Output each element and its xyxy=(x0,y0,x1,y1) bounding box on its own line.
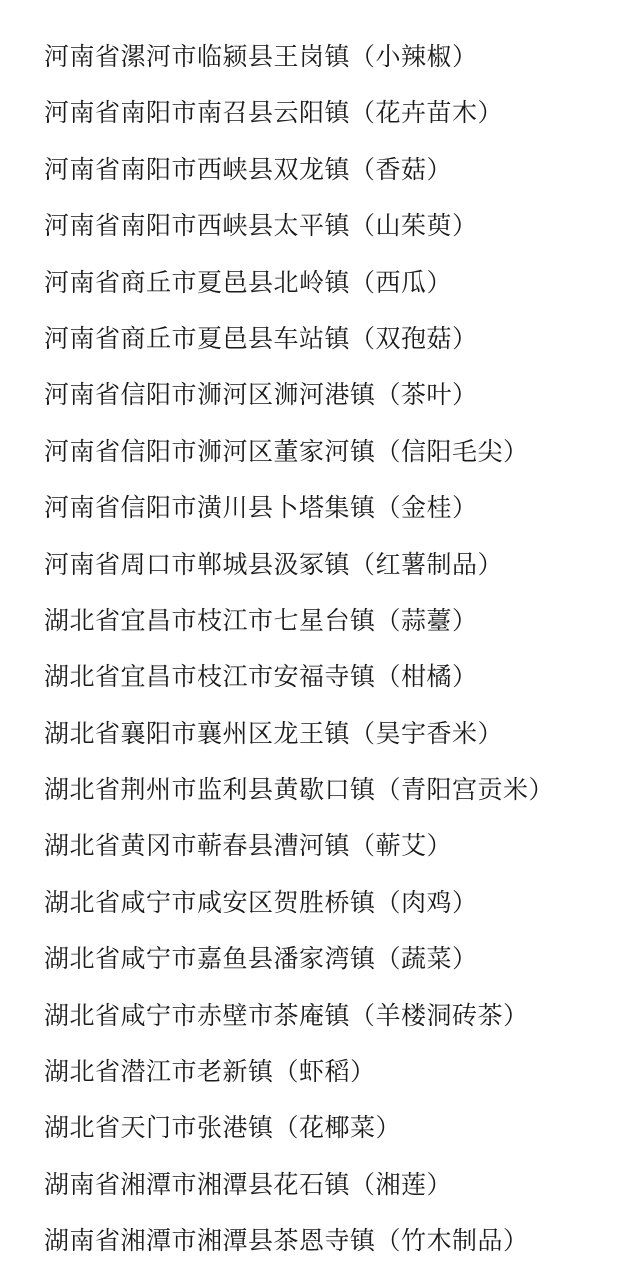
list-item: 河南省信阳市潢川县卜塔集镇（金桂） xyxy=(44,493,478,523)
list-item: 湖北省咸宁市咸安区贺胜桥镇（肉鸡） xyxy=(44,887,478,917)
list-item: 湖北省咸宁市嘉鱼县潘家湾镇（蔬菜） xyxy=(44,944,478,974)
list-item: 湖北省潜江市老新镇（虾稻） xyxy=(44,1057,376,1087)
list-item: 河南省信阳市浉河区浉河港镇（茶叶） xyxy=(44,380,478,410)
list-item: 湖南省湘潭市湘潭县茶恩寺镇（竹木制品） xyxy=(44,1226,529,1256)
list-item: 河南省信阳市浉河区董家河镇（信阳毛尖） xyxy=(44,436,529,466)
list-item: 河南省周口市郸城县汲冢镇（红薯制品） xyxy=(44,549,504,579)
list-item: 河南省南阳市南召县云阳镇（花卉苗木） xyxy=(44,98,504,128)
list-item: 河南省商丘市夏邑县北岭镇（西瓜） xyxy=(44,267,453,297)
list-item: 湖北省荆州市监利县黄歇口镇（青阳宫贡米） xyxy=(44,775,555,805)
town-list xyxy=(44,29,634,1270)
list-item: 湖北省襄阳市襄州区龙王镇（昊宇香米） xyxy=(44,718,504,748)
list-item: 河南省漯河市临颍县王岗镇（小辣椒） xyxy=(44,42,478,71)
list-item: 湖北省天门市张港镇（花椰菜） xyxy=(44,1113,402,1143)
list-item: 湖北省黄冈市蕲春县漕河镇（蕲艾） xyxy=(44,831,453,861)
list-item: 河南省南阳市西峡县双龙镇（香菇） xyxy=(44,154,453,184)
list-item: 河南省商丘市夏邑县车站镇（双孢菇） xyxy=(44,323,478,353)
list-item: 湖北省咸宁市赤壁市茶庵镇（羊楼洞砖茶） xyxy=(44,1000,529,1030)
list-item: 河南省南阳市西峡县太平镇（山茱萸） xyxy=(44,211,478,241)
list-item: 湖南省湘潭市湘潭县花石镇（湘莲） xyxy=(44,1169,453,1199)
list-item: 湖北省宜昌市枝江市七星台镇（蒜薹） xyxy=(44,605,478,635)
list-item: 湖北省宜昌市枝江市安福寺镇（柑橘） xyxy=(44,662,478,692)
